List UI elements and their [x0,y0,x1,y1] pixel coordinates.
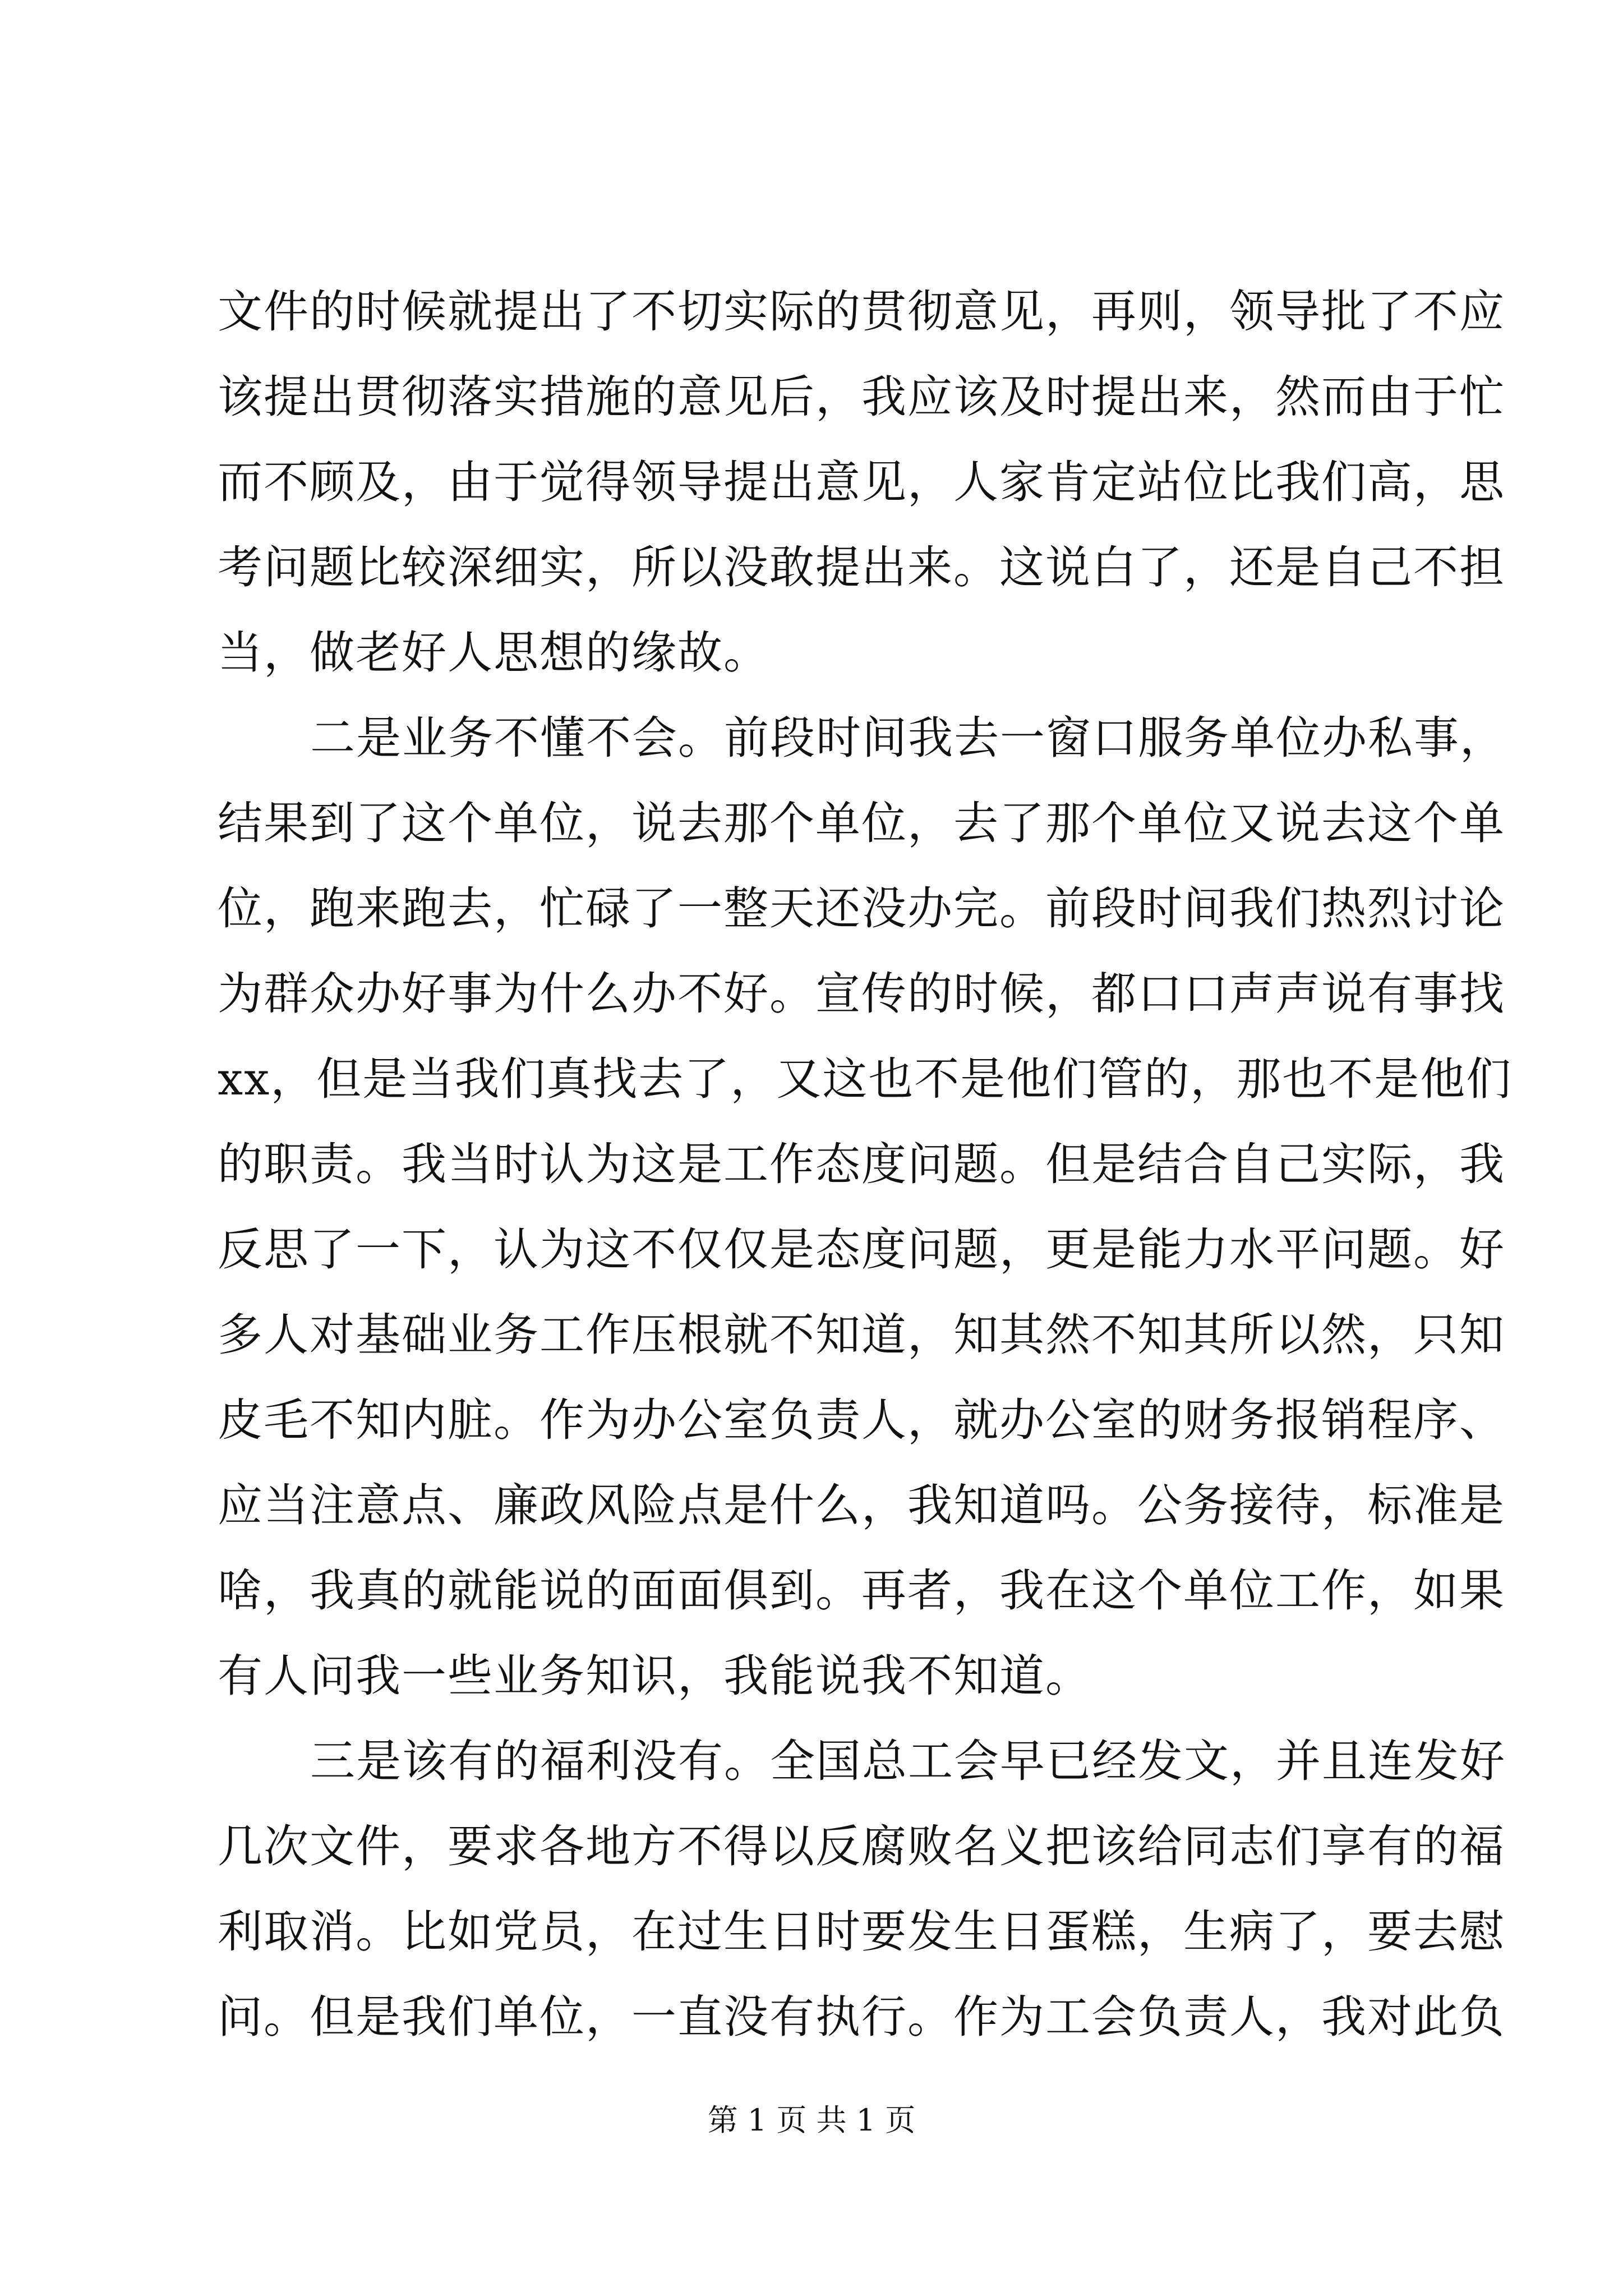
text-line: 该提出贯彻落实措施的意见后，我应该及时提出来，然而由于忙 [218,371,1505,423]
text-line: 啥，我真的就能说的面面俱到。再者，我在这个单位工作，如果 [218,1565,1505,1617]
text-line: 为群众办好事为什么办不好。宣传的时候，都口口声声说有事找 [218,968,1505,1020]
text-line: 结果到了这个单位，说去那个单位，去了那个单位又说去这个单 [218,797,1505,849]
text-line: 多人对基础业务工作压根就不知道，知其然不知其所以然，只知 [218,1309,1505,1361]
text-line: 考问题比较深细实，所以没敢提出来。这说白了，还是自己不担 [218,541,1505,593]
text-line: 位，跑来跑去，忙碌了一整天还没办完。前段时间我们热烈讨论 [218,882,1505,935]
text-line: 的职责。我当时认为这是工作态度问题。但是结合自己实际，我 [218,1138,1505,1190]
text-line: 反思了一下，认为这不仅仅是态度问题，更是能力水平问题。好 [218,1223,1505,1276]
page-number-footer: 第 1 页 共 1 页 [707,2102,916,2138]
text-line: 当，做老好人思想的缘故。 [218,627,769,679]
text-line: 问。但是我们单位，一直没有执行。作为工会负责人，我对此负 [218,1991,1505,2043]
text-line: 而不顾及，由于觉得领导提出意见，人家肯定站位比我们高，思 [218,456,1505,508]
text-line: xx，但是当我们真找去了，又这也不是他们管的，那也不是他们 [218,1053,1513,1105]
text-line: 文件的时候就提出了不切实际的贯彻意见，再则，领导批了不应 [218,286,1505,338]
paragraph-start-line: 二是业务不懂不会。前段时间我去一窗口服务单位办私事， [310,712,1506,764]
text-line: 有人问我一些业务知识，我能说我不知道。 [218,1650,1091,1702]
paragraph-start-line: 三是该有的福利没有。全国总工会早已经发文，并且连发好 [310,1735,1506,1787]
text-line: 皮毛不知内脏。作为办公室负责人，就办公室的财务报销程序、 [218,1394,1505,1446]
text-line: 应当注意点、廉政风险点是什么，我知道吗。公务接待，标准是 [218,1479,1505,1531]
text-line: 几次文件，要求各地方不得以反腐败名义把该给同志们享有的福 [218,1820,1505,1872]
text-line: 利取消。比如党员，在过生日时要发生日蛋糕，生病了，要去慰 [218,1906,1505,1958]
body-text [218,269,1513,2060]
